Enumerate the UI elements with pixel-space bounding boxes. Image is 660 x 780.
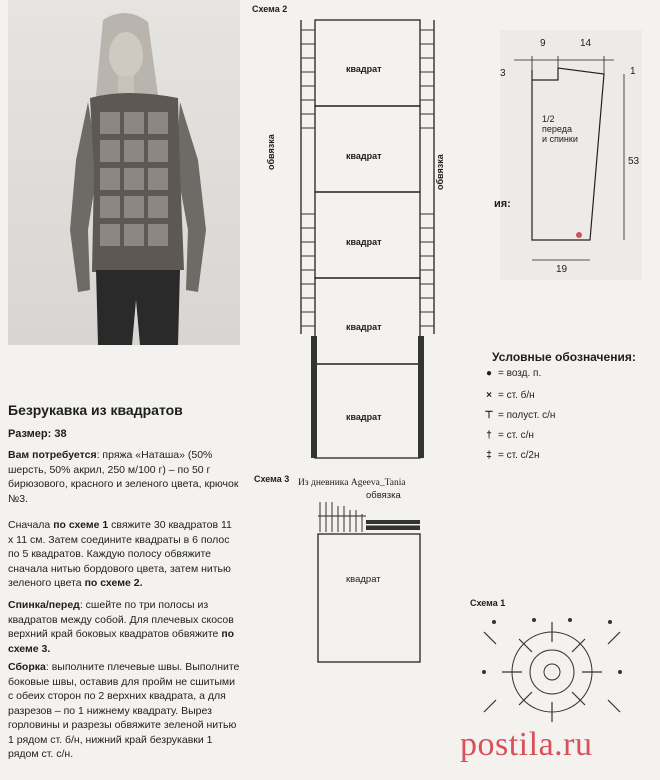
scheme2-square-2: квадрат [346, 151, 382, 161]
pattern-dim-top-right: 14 [580, 38, 592, 49]
legend-title: Условные обозначения: [492, 350, 636, 364]
para2-bold-1: Спинка/перед [8, 599, 80, 611]
pattern-dim-left: 3 [500, 68, 506, 79]
watermark-text: postila.ru [460, 726, 593, 763]
para1-bold-2: по схеме 2. [84, 577, 143, 589]
scheme2-edging-left: обвязка [266, 134, 276, 170]
para3-bold-1: Сборка [8, 661, 46, 673]
scheme3-title: Схема 3 [254, 474, 290, 484]
model-photo [8, 0, 240, 345]
pattern-dim-right-top: 1 [630, 66, 636, 77]
double-crochet-icon: † [486, 430, 492, 441]
size-label: Размер: 38 [8, 428, 67, 440]
legend-item: × = ст. б/н [480, 390, 535, 401]
treble-crochet-icon: ‡ [486, 450, 492, 461]
scheme2-edging-right: обвязка [435, 154, 445, 190]
model-photo-illustration [8, 0, 240, 345]
article-title: Безрукавка из квадратов [8, 402, 183, 418]
pattern-piece-label-2: переда [542, 124, 572, 134]
legend-item: ● = возд. п. [480, 368, 541, 379]
watermark [460, 726, 592, 764]
single-crochet-icon: × [486, 390, 492, 401]
pattern-fragment: ия: [494, 198, 511, 210]
scheme2-square-5: квадрат [346, 412, 382, 422]
instruction-paragraph-1 [8, 518, 240, 591]
para2-bold-2: по схеме 3. [8, 628, 235, 655]
scheme3-credit: Из дневника Ageeva_Tania [298, 478, 406, 488]
para2-text: : сшейте по три полосы из квадратов между собой. Для плечевых скосов верхний край боковых квадратов обвяжите [8, 599, 234, 640]
scheme1-diagram [464, 612, 640, 724]
para1-bold-1: по схеме 1 [53, 519, 109, 531]
pattern-diagram [496, 30, 646, 280]
scheme1-title: Схема 1 [470, 598, 506, 608]
scheme2-square-4: квадрат [346, 322, 382, 332]
pattern-piece-label [542, 114, 578, 144]
para1-pre: Сначала [8, 519, 54, 531]
half-double-crochet-icon: ⊤ [484, 410, 494, 421]
pattern-dim-right: 53 [628, 156, 640, 167]
instruction-paragraph-2 [8, 598, 240, 656]
scheme3-edging: обвязка [366, 490, 401, 501]
para3-text: : выполните плечевые швы. Выполните боковые швы, оставив для пройм не сшитыми с обеих сторон по 2 верхних квадрата, а для разрезов – по 1 нижнему квадрату. Вырез горловины и разрезы обвяжите зеленой нитью 1 рядом ст. б/н, нижний край безрукавки 1 рядом ст. с/н. [8, 661, 240, 760]
materials-label: Вам потребуется [8, 449, 97, 461]
legend-item: ⊤ = полуст. с/н [480, 410, 555, 421]
pattern-piece-label-3: и спинки [542, 134, 578, 144]
scheme3-square: квадрат [346, 574, 381, 585]
scheme2-title: Схема 2 [252, 4, 288, 14]
scheme2-square-3: квадрат [346, 237, 382, 247]
legend-item: ‡ = ст. с/2н [480, 450, 540, 461]
legend-item: † = ст. с/н [480, 430, 534, 441]
instruction-paragraph-3 [8, 660, 240, 762]
pattern-dim-top-left: 9 [540, 38, 546, 49]
para1-mid: свяжите 30 квадратов 11 x 11 см. Затем соедините квадраты в 6 полос по 5 квадратов. Каждую полосу обвяжите сначала нитью бордового цвета, затем нитью зеленого цвета [8, 519, 232, 589]
scheme2-square-1: квадрат [346, 64, 382, 74]
pattern-dim-bottom: 19 [556, 264, 568, 275]
chain-stitch-icon: ● [485, 368, 493, 379]
pattern-piece-label-1: 1/2 [542, 114, 555, 124]
materials-text: : пряжа «Наташа» (50% шерсть, 50% акрил, 250 м/100 г) – по 50 г бирюзового, красного и зеленого цвета, крючок №3. [8, 449, 239, 505]
materials-paragraph [8, 448, 240, 506]
